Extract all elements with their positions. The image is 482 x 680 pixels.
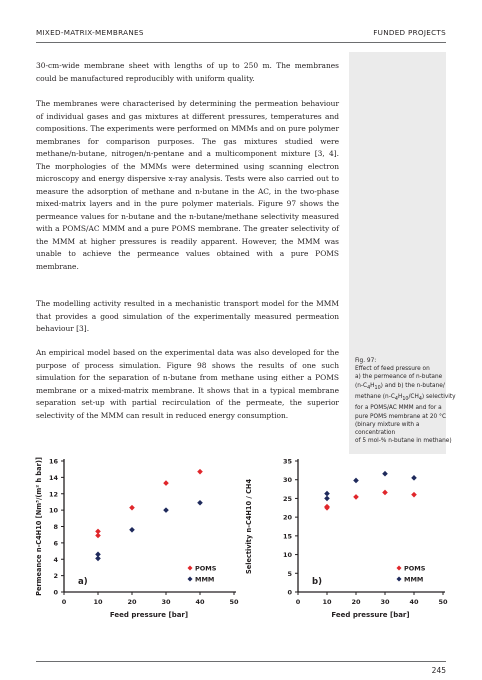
y-tick-label: 20 <box>282 513 292 522</box>
y-tick-label: 14 <box>48 473 58 482</box>
x-tick-label: 30 <box>161 598 171 606</box>
header-rule <box>36 42 446 43</box>
y-tick-label: 8 <box>53 523 58 531</box>
caption-line: pure POMS membrane at 20 °C <box>355 413 446 420</box>
x-tick-label: 50 <box>438 598 448 606</box>
legend-label-poms: POMS <box>404 564 426 573</box>
data-point-poms <box>411 492 417 498</box>
legend-marker-mmm <box>397 577 402 582</box>
running-header-section: FUNDED PROJECTS <box>373 28 446 37</box>
caption-line: for a POMS/AC MMM and for a <box>355 405 442 412</box>
footer-rule <box>36 661 446 662</box>
body-paragraph-2: The membranes were characterised by determining the permeation behaviour of individual gases and gas mixtures at different pressures, temperatures and compositions. The experiments were performed on MMMs and on pure polymer membranes for comparison purposes. The gas mixtures studied were methane/n-butane, nitrogen/n-pentane and a multicomponent mixture [3, 4]. The morphologies of the MMMs were determined using scanning electron microscopy and energy dispersive x-ray analysis. Tests were also carried out to measure the adsorption of methane and n-butane in the AC, in the two-phase mixed-matrix layers and in the pure polymer materials. Figure 97 shows the permeance values for n-butane and the n-butane/methane selectivity measured with a POMS/AC MMM and a pure POMS membrane. The greater selectivity of the MMM at higher pressures is readily apparent. However, the MMM was unable to achieve the permeance values obtained with a pure POMS membrane. <box>36 99 339 271</box>
caption-line: methane $(n-C_4H_{10}/CH_4)$ selectivity <box>355 393 456 403</box>
x-tick-label: 0 <box>295 598 301 606</box>
x-tick-label: 40 <box>409 598 419 606</box>
y-tick-label: 2 <box>53 572 58 581</box>
x-tick-label: 40 <box>195 598 205 606</box>
x-tick-label: 20 <box>351 598 361 606</box>
data-point-mmm <box>411 475 417 481</box>
y-tick-label: 35 <box>282 457 292 466</box>
y-tick-label: 10 <box>282 551 292 560</box>
caption-fig-label: Fig. 97: <box>355 358 377 364</box>
legend-label-mmm: MMM <box>195 575 215 584</box>
panel-label: b) <box>312 577 322 587</box>
data-point-mmm <box>324 496 330 502</box>
y-tick-label: 12 <box>48 490 58 499</box>
data-point-mmm <box>95 556 101 562</box>
chart-permeance-svg <box>34 453 246 653</box>
x-axis-label: Feed pressure [bar] <box>331 611 410 619</box>
data-point-mmm <box>353 478 359 484</box>
data-point-poms <box>163 480 169 486</box>
caption-line: (binary mixture with a concentration <box>355 421 420 436</box>
y-axis-label: Permeance n-C4H10 [Nm³/(m² h bar)] <box>35 457 43 596</box>
chart-permeance <box>34 453 246 653</box>
body-paragraph-4: An empirical model based on the experimental data was also developed for the purpose of process simulation. Figure 98 shows the results of one such simulation for the separation of n-butane from methane using either a POMS membrane or a mixed-matrix membrane. It shows that in a typical membrane separation set-up with partial recirculation of the permeate, the superior selectivity of the MMM can result in reduced energy consumption. <box>36 348 339 420</box>
x-axis-label: Feed pressure [bar] <box>109 611 189 619</box>
y-tick-label: 4 <box>53 555 58 564</box>
y-tick-label: 10 <box>48 506 58 515</box>
x-tick-label: 20 <box>127 598 137 606</box>
y-axis-label: Selectivity n-C4H10 / CH4 <box>245 478 253 575</box>
data-point-poms <box>95 533 101 539</box>
data-point-poms <box>129 505 135 511</box>
x-tick-label: 30 <box>380 598 390 606</box>
caption-line: $(n-C_4H_{10})$ and b) the n-butane/ <box>355 382 445 391</box>
x-tick-label: 10 <box>322 598 332 606</box>
running-header-title: MIXED-MATRIX-MEMBRANES <box>36 28 144 37</box>
figure-caption <box>355 357 459 445</box>
data-point-mmm <box>197 500 203 506</box>
panel-label: a) <box>78 577 88 587</box>
y-tick-label: 25 <box>282 494 292 503</box>
chart-selectivity <box>246 453 452 653</box>
legend-marker-poms <box>397 566 402 571</box>
data-point-mmm <box>382 471 388 477</box>
data-point-poms <box>197 469 203 475</box>
y-tick-label: 0 <box>287 588 292 597</box>
data-point-mmm <box>324 491 330 497</box>
caption-line: a) the permeance of n-butane <box>355 374 443 381</box>
x-tick-label: 50 <box>229 598 239 606</box>
caption-line: Effect of feed pressure on <box>355 366 430 373</box>
body-paragraph-1: 30-cm-wide membrane sheet with lengths of up to 250 m. The membranes could be manufactured reproducibly with uniform quality. <box>36 61 339 83</box>
y-tick-label: 6 <box>53 539 58 548</box>
data-point-poms <box>382 490 388 496</box>
caption-line: of 5 mol-% n-butane in methane) <box>355 438 452 445</box>
data-point-mmm <box>129 527 135 533</box>
legend-marker-mmm <box>188 577 193 582</box>
y-tick-label: 0 <box>53 588 58 597</box>
body-paragraph-3: The modelling activity resulted in a mechanistic transport model for the MMM that provides a good simulation of the experimentally measured permeation behaviour [3]. <box>36 299 339 333</box>
x-tick-label: 0 <box>61 598 67 606</box>
page-number: 245 <box>431 666 446 675</box>
data-point-poms <box>353 494 359 500</box>
legend-label-poms: POMS <box>195 564 217 573</box>
data-point-mmm <box>163 507 169 513</box>
y-tick-label: 15 <box>282 532 292 541</box>
y-tick-label: 5 <box>287 569 292 578</box>
y-tick-label: 16 <box>48 457 58 466</box>
legend-label-mmm: MMM <box>404 575 424 584</box>
chart-selectivity-svg <box>246 453 452 653</box>
y-tick-label: 30 <box>282 476 292 485</box>
x-tick-label: 10 <box>93 598 103 606</box>
legend-marker-poms <box>188 566 193 571</box>
